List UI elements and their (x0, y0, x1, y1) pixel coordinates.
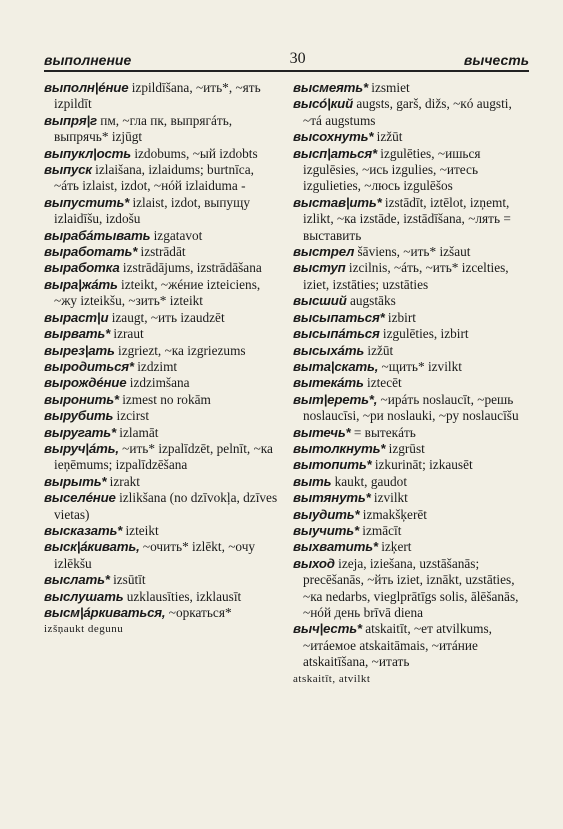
entry-translation: izdobums, ~ый izdobts (131, 145, 258, 161)
entry-headword: выпря|г (44, 112, 97, 128)
dictionary-entry (44, 605, 282, 621)
entry-translation: izgulēties, izbirt (379, 326, 469, 342)
page-number: 30 (289, 50, 306, 67)
entry-translation: ~щить* izvilkt (378, 358, 462, 374)
entry-translation: izmakšķerēt (359, 506, 427, 522)
dictionary-entry (44, 408, 282, 424)
entry-headword: выработка (44, 260, 120, 276)
entry-translation: izsmiet (367, 80, 410, 95)
dictionary-entry (44, 162, 282, 195)
entry-headword: выродиться* (44, 358, 134, 374)
entry-translation: izteikt (122, 522, 159, 538)
entry-translation: izvilkt (370, 490, 408, 506)
dictionary-entry (293, 343, 531, 359)
entry-translation: izcilnis, ~áть, ~ить* izcelties, iziet, izstāties; uzstāties (303, 260, 509, 292)
dictionary-entry (293, 441, 531, 457)
entry-headword: выполн|éние (44, 80, 129, 95)
entry-translation: izdzimšana (126, 375, 190, 391)
dictionary-entry (44, 80, 282, 113)
entry-headword: вырубить (44, 408, 114, 424)
dictionary-entry (293, 260, 531, 293)
entry-translation: ~ирáть noslaucīt, ~решь noslaucīsi, ~ри noslauki, ~ру noslaucīšu (303, 391, 519, 424)
entry-translation: izgulēties, ~ишься izgulēsies, ~ись izgulies, ~итесь izgulieties, ~люсь izgulēšos (303, 145, 481, 194)
entry-headword: выпустить* (44, 194, 130, 210)
entry-translation: ~очить* izlēkt, ~очу izlēkšu (54, 539, 256, 571)
entry-headword: выстав|ить* (293, 194, 382, 210)
dictionary-entry (44, 425, 282, 441)
dictionary-entry (44, 228, 282, 244)
dictionary-entry (44, 375, 282, 391)
entry-translation: izlaišana, izlaidums; burtnīca, ~áть izlaist, izdot, ~нóй izlaiduma - (54, 162, 254, 194)
dictionary-entry (293, 539, 531, 555)
entry-translation: izteikt, ~жéние izteiciens, ~жу izteikšu, ~зить* izteikt (54, 276, 261, 309)
left-column (44, 80, 282, 760)
header-right-word: вычесть (463, 52, 529, 68)
entry-headword: выть (293, 473, 332, 489)
dictionary-entry (293, 523, 531, 539)
entry-translation: izstrādājums, izstrādāšana (119, 260, 262, 276)
entry-headword: вытянуть* (293, 490, 371, 506)
entry-translation: ~ить* izpalīdzēt, pelnīt, ~ка ieņēmums; izpalīdzēšana (54, 440, 273, 473)
entry-headword: вытекáть (293, 375, 364, 391)
entry-translation: izgriezt, ~ка izgriezums (114, 342, 246, 358)
dictionary-entry (293, 474, 531, 490)
dictionary-entry (44, 343, 282, 359)
entry-headword: выронить* (44, 391, 119, 407)
entry-translation: izžūt (373, 129, 403, 145)
entry-headword: вырождéние (44, 375, 127, 391)
dictionary-entry (293, 457, 531, 473)
dictionary-entry (293, 621, 531, 670)
entry-headword: выступ (293, 260, 346, 276)
dictionary-entry (293, 507, 531, 523)
dictionary-entry (44, 441, 282, 474)
entry-translation: = вытекáть (350, 424, 416, 440)
dictionary-entry (293, 129, 531, 145)
dictionary-entry (293, 195, 531, 244)
entry-headword: высыпáться (293, 326, 380, 342)
dictionary-entry (293, 244, 531, 260)
dictionary-entry (44, 277, 282, 310)
entry-headword: вырaст|и (44, 309, 109, 325)
entry-headword: выч|есть* (293, 621, 362, 637)
entry-headword: выстрел (293, 244, 355, 260)
entry-translation: izbirt (384, 309, 416, 325)
dictionary-entry (44, 195, 282, 228)
dictionary-entry (44, 326, 282, 342)
dictionary-entry (44, 589, 282, 605)
entry-headword: выслать* (44, 572, 110, 588)
entry-translation: augstāks (346, 293, 396, 309)
entry-headword: высыхáть (293, 342, 365, 358)
dictionary-entry (44, 146, 282, 162)
page-header (44, 46, 529, 68)
dictionary-entry (293, 326, 531, 342)
entry-headword: вытолкнуть* (293, 440, 386, 456)
entry-headword: выпуск (44, 162, 92, 178)
entry-headword: вырвать* (44, 326, 111, 342)
entry-headword: выск|áкивать, (44, 539, 140, 555)
entry-translation: kaukt, gaudot (331, 473, 408, 489)
entry-translation: izsūtīt (109, 572, 146, 588)
entry-headword: высм|áркиваться, (44, 605, 166, 620)
entry-translation: augsts, garš, dižs, ~кó augsti, ~тá augstums (303, 96, 512, 128)
right-column (293, 80, 531, 760)
entry-translation: izrakt (106, 473, 140, 489)
entry-headword: выруч|áть, (44, 440, 119, 456)
entry-translation: iztecēt (363, 375, 402, 391)
entry-headword: выра|жáть (44, 276, 118, 292)
dictionary-entry (293, 425, 531, 441)
entry-translation: atskaitīt, ~ет atvilkums, ~итáемое atskaitāmais, ~итáние atskaitīšana, ~итать (303, 621, 492, 670)
dictionary-entry (44, 113, 282, 146)
entry-headword: выудить* (293, 506, 360, 522)
entry-continuation: atskaitīt, atvilkt (293, 672, 371, 685)
entry-translation: izdzimt (133, 358, 178, 374)
entry-translation: izmācīt (358, 522, 402, 538)
entry-continuation: izšņaukt degunu (44, 623, 124, 636)
entry-headword: выход (293, 555, 335, 571)
entry-translation: izķert (377, 539, 412, 555)
dictionary-entry (44, 244, 282, 260)
dictionary-entry (44, 392, 282, 408)
dictionary-entry (44, 474, 282, 490)
entry-headword: высыпаться* (293, 309, 385, 325)
entry-headword: выслушать (44, 588, 124, 604)
entry-translation: izlamāt (115, 424, 159, 440)
entry-headword: выселéние (44, 490, 116, 506)
entry-translation: izstādīt, iztēlot, izņemt, izlikt, ~ка izstāde, izstādīšana, ~лять = выставить (303, 194, 511, 243)
entry-headword: выхватить* (293, 539, 378, 555)
dictionary-entry (293, 146, 531, 195)
entry-translation: izlaist, izdot, выпущу izlaidīšu, izdošu (54, 194, 250, 227)
header-left-word: выполнение (44, 52, 132, 68)
dictionary-entry (44, 523, 282, 539)
dictionary-entry (293, 556, 531, 622)
entry-headword: вытопить* (293, 457, 372, 473)
entry-headword: выработать* (44, 244, 138, 260)
entry-headword: вырабáтывать (44, 227, 151, 243)
entry-translation: izstrādāt (137, 244, 186, 260)
entry-headword: вытечь* (293, 424, 351, 440)
dictionary-entry (293, 96, 531, 129)
entry-headword: выругать* (44, 424, 116, 440)
dictionary-entry (44, 572, 282, 588)
dictionary-entry (293, 490, 531, 506)
dictionary-entry (293, 392, 531, 425)
dictionary-entry (44, 359, 282, 375)
dictionary-entry (293, 310, 531, 326)
dictionary-entry (293, 293, 531, 309)
entry-headword: высохнуть* (293, 129, 374, 145)
entry-translation: izžūt (364, 342, 394, 358)
entry-headword: выучить* (293, 522, 359, 538)
entry-translation: izcirst (113, 408, 150, 424)
entry-translation: ~оркаться* (165, 605, 232, 620)
entry-translation: пм, ~гла пк, выпрягáть, выпрячь* izjūgt (54, 112, 233, 145)
entry-headword: выт|ереть*, (293, 391, 378, 407)
dictionary-entry (44, 490, 282, 523)
dictionary-entry (293, 359, 531, 375)
entry-headword: высп|аться* (293, 145, 377, 161)
entry-translation: izeja, iziešana, uzstāšanās; precēšanās, ~йть iziet, iznākt, uzstāties, ~ка nedarbs, vieglprātīgs solis, ālēšanās, ~нóй день brīvā diena (303, 555, 519, 620)
entry-translation: izpildīšana, ~ить*, ~ять izpildīt (54, 80, 261, 112)
entry-translation: izgatavot (150, 227, 203, 243)
entry-headword: выта|скать, (293, 358, 379, 374)
entry-headword: высó|кий (293, 96, 354, 112)
header-rule (44, 70, 529, 72)
entry-translation: izgrūst (385, 440, 425, 456)
entry-headword: выпукл|ость (44, 145, 132, 161)
dictionary-entry (44, 539, 282, 572)
entry-translation: izraut (110, 326, 144, 342)
entry-translation: izlikšana (no dzīvokļa, dzīves vietas) (54, 490, 278, 522)
entry-headword: вырыть* (44, 473, 107, 489)
entry-headword: вырез|ать (44, 342, 115, 358)
entry-translation: šāviens, ~ить* izšaut (354, 244, 471, 260)
entry-headword: высказать* (44, 522, 123, 538)
dictionary-entry (44, 310, 282, 326)
dictionary-entry (44, 260, 282, 276)
entry-headword: высмеять* (293, 80, 368, 95)
entry-columns (44, 80, 531, 760)
dictionary-entry (293, 375, 531, 391)
entry-translation: izaugt, ~ить izaudzēt (108, 309, 225, 325)
entry-translation: uzklausīties, izklausīt (123, 588, 242, 604)
entry-translation: izkurināt; izkausēt (371, 457, 473, 473)
dictionary-entry (293, 80, 531, 96)
entry-translation: izmest no rokām (118, 391, 211, 407)
entry-headword: высший (293, 293, 347, 309)
